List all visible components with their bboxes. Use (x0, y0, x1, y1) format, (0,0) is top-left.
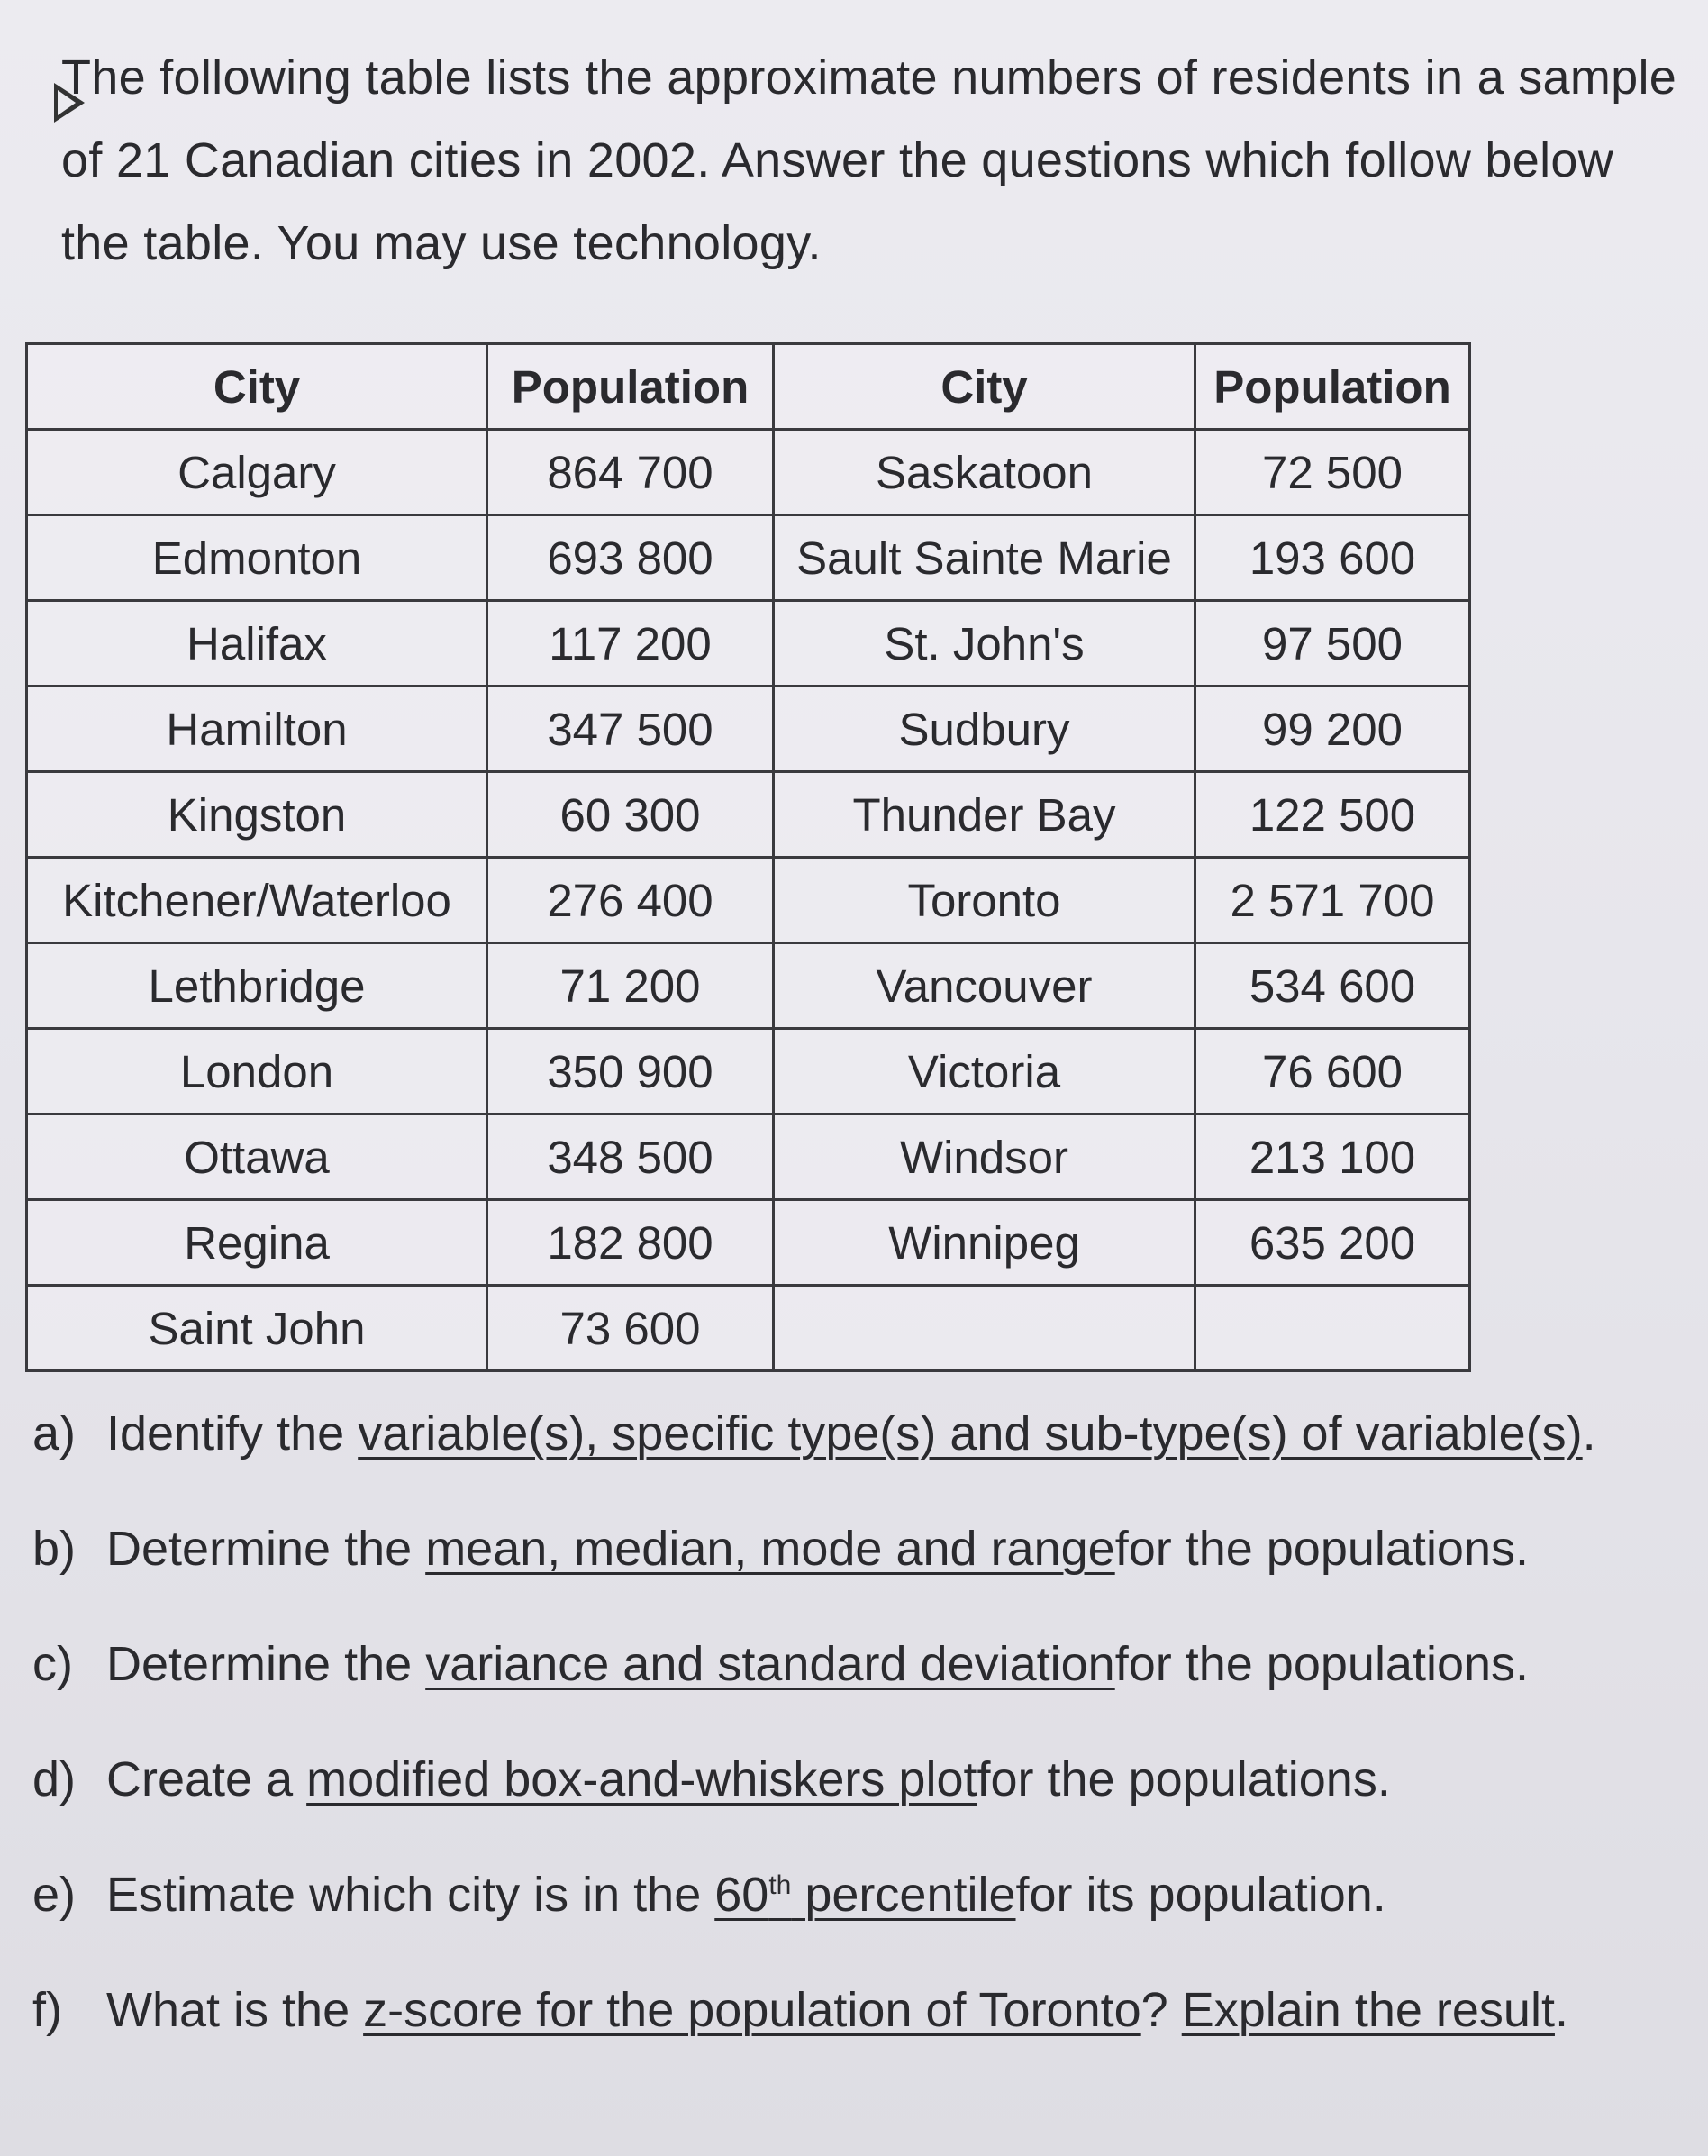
question-underlined-text: modified box-and-whiskers plot (306, 1752, 977, 1806)
intro-line-1: The following table lists the approximate numbers of residents in a sample (61, 50, 1677, 105)
population-cell: 73 600 (487, 1286, 774, 1371)
question-text: Determine the (106, 1522, 413, 1576)
city-cell: Saint John (27, 1286, 487, 1371)
question-text: What is the (106, 1983, 350, 2037)
question-text-end: for the populations. (1114, 1522, 1530, 1576)
population-cell: 350 900 (487, 1029, 774, 1114)
question-text: Estimate which city is in the (106, 1868, 702, 1922)
population-cell: 72 500 (1195, 430, 1470, 515)
table-row (27, 1114, 1470, 1200)
population-cell: 122 500 (1195, 772, 1470, 858)
city-cell: Vancouver (774, 943, 1195, 1029)
question-underlined-text: z-score for the population of Toronto (363, 1983, 1141, 2037)
population-cell: 276 400 (487, 858, 774, 943)
question-letter: d) (32, 1752, 77, 1806)
city-cell: Halifax (27, 601, 487, 687)
population-cell: 76 600 (1195, 1029, 1470, 1114)
population-cell: 635 200 (1195, 1200, 1470, 1286)
question-b (32, 1521, 1654, 1636)
question-letter: c) (32, 1637, 73, 1691)
table-row (27, 943, 1470, 1029)
header-city-2: City (774, 344, 1195, 430)
question-a (32, 1405, 1654, 1521)
table-body (27, 430, 1470, 1371)
city-cell: Sault Sainte Marie (774, 515, 1195, 601)
city-cell: Edmonton (27, 515, 487, 601)
question-e (32, 1867, 1654, 1982)
population-cell: 864 700 (487, 430, 774, 515)
table-row (27, 515, 1470, 601)
intro-line-2: of 21 Canadian cities in 2002. Answer the questions which follow below (61, 133, 1614, 187)
population-cell: 693 800 (487, 515, 774, 601)
question-underlined-text-2: Explain the result (1181, 1983, 1555, 2037)
city-cell: Hamilton (27, 687, 487, 772)
city-cell: Saskatoon (774, 430, 1195, 515)
table-row (27, 430, 1470, 515)
question-underlined-text: variance and standard deviation (425, 1637, 1115, 1691)
population-cell: 71 200 (487, 943, 774, 1029)
question-text-end: for the populations. (977, 1752, 1391, 1806)
city-cell: Calgary (27, 430, 487, 515)
city-cell: London (27, 1029, 487, 1114)
intro-line-3: the table. You may use technology. (61, 216, 822, 270)
percentile-number: 60 (714, 1868, 769, 1922)
table-row (27, 1286, 1470, 1371)
city-cell: Windsor (774, 1114, 1195, 1200)
table-row (27, 1200, 1470, 1286)
city-cell: Winnipeg (774, 1200, 1195, 1286)
question-text-end: . (1554, 1983, 1568, 2037)
population-cell: 117 200 (487, 601, 774, 687)
city-cell: Lethbridge (27, 943, 487, 1029)
city-cell: Regina (27, 1200, 487, 1286)
question-list (32, 1405, 1654, 2097)
table-header-row (27, 344, 1470, 430)
question-text: Create a (106, 1752, 294, 1806)
percentile-word: percentile (791, 1868, 1016, 1922)
table-row (27, 858, 1470, 943)
city-cell: Kingston (27, 772, 487, 858)
question-text-end: for the populations. (1114, 1637, 1530, 1691)
population-cell: 534 600 (1195, 943, 1470, 1029)
population-cell: 2 571 700 (1195, 858, 1470, 943)
question-letter: b) (32, 1522, 77, 1576)
intro-paragraph (61, 36, 1677, 285)
header-city-1: City (27, 344, 487, 430)
question-text: Identify the (106, 1406, 345, 1460)
population-cell: 347 500 (487, 687, 774, 772)
question-text-mid: ? (1140, 1983, 1168, 2037)
question-d (32, 1751, 1654, 1867)
header-population-2: Population (1195, 344, 1470, 430)
table-row (27, 772, 1470, 858)
population-cell: 193 600 (1195, 515, 1470, 601)
question-f (32, 1982, 1654, 2097)
population-cell: 213 100 (1195, 1114, 1470, 1200)
population-cell: 60 300 (487, 772, 774, 858)
empty-cell (774, 1286, 1195, 1371)
question-letter: f) (32, 1983, 62, 2037)
city-cell: Sudbury (774, 687, 1195, 772)
table-row (27, 601, 1470, 687)
city-cell: St. John's (774, 601, 1195, 687)
population-table (25, 342, 1471, 1372)
question-text-end: . (1582, 1406, 1596, 1460)
population-cell: 348 500 (487, 1114, 774, 1200)
city-cell: Kitchener/Waterloo (27, 858, 487, 943)
question-letter: a) (32, 1406, 77, 1460)
population-cell: 99 200 (1195, 687, 1470, 772)
city-cell: Thunder Bay (774, 772, 1195, 858)
city-cell: Toronto (774, 858, 1195, 943)
percentile-suffix: th (768, 1870, 792, 1900)
question-underlined-text (714, 1867, 1015, 1923)
header-population-1: Population (487, 344, 774, 430)
question-text-end: for its population. (1015, 1868, 1386, 1922)
question-text: Determine the (106, 1637, 413, 1691)
table-row (27, 1029, 1470, 1114)
question-underlined-text: variable(s), specific type(s) and sub-type(s) of variable(s) (358, 1406, 1583, 1460)
question-letter: e) (32, 1868, 77, 1922)
empty-cell (1195, 1286, 1470, 1371)
question-underlined-text: mean, median, mode and range (425, 1522, 1115, 1576)
question-c (32, 1636, 1654, 1751)
population-cell: 97 500 (1195, 601, 1470, 687)
arrow-bullet-icon (54, 83, 85, 123)
table-row (27, 687, 1470, 772)
city-cell: Ottawa (27, 1114, 487, 1200)
city-cell: Victoria (774, 1029, 1195, 1114)
population-cell: 182 800 (487, 1200, 774, 1286)
